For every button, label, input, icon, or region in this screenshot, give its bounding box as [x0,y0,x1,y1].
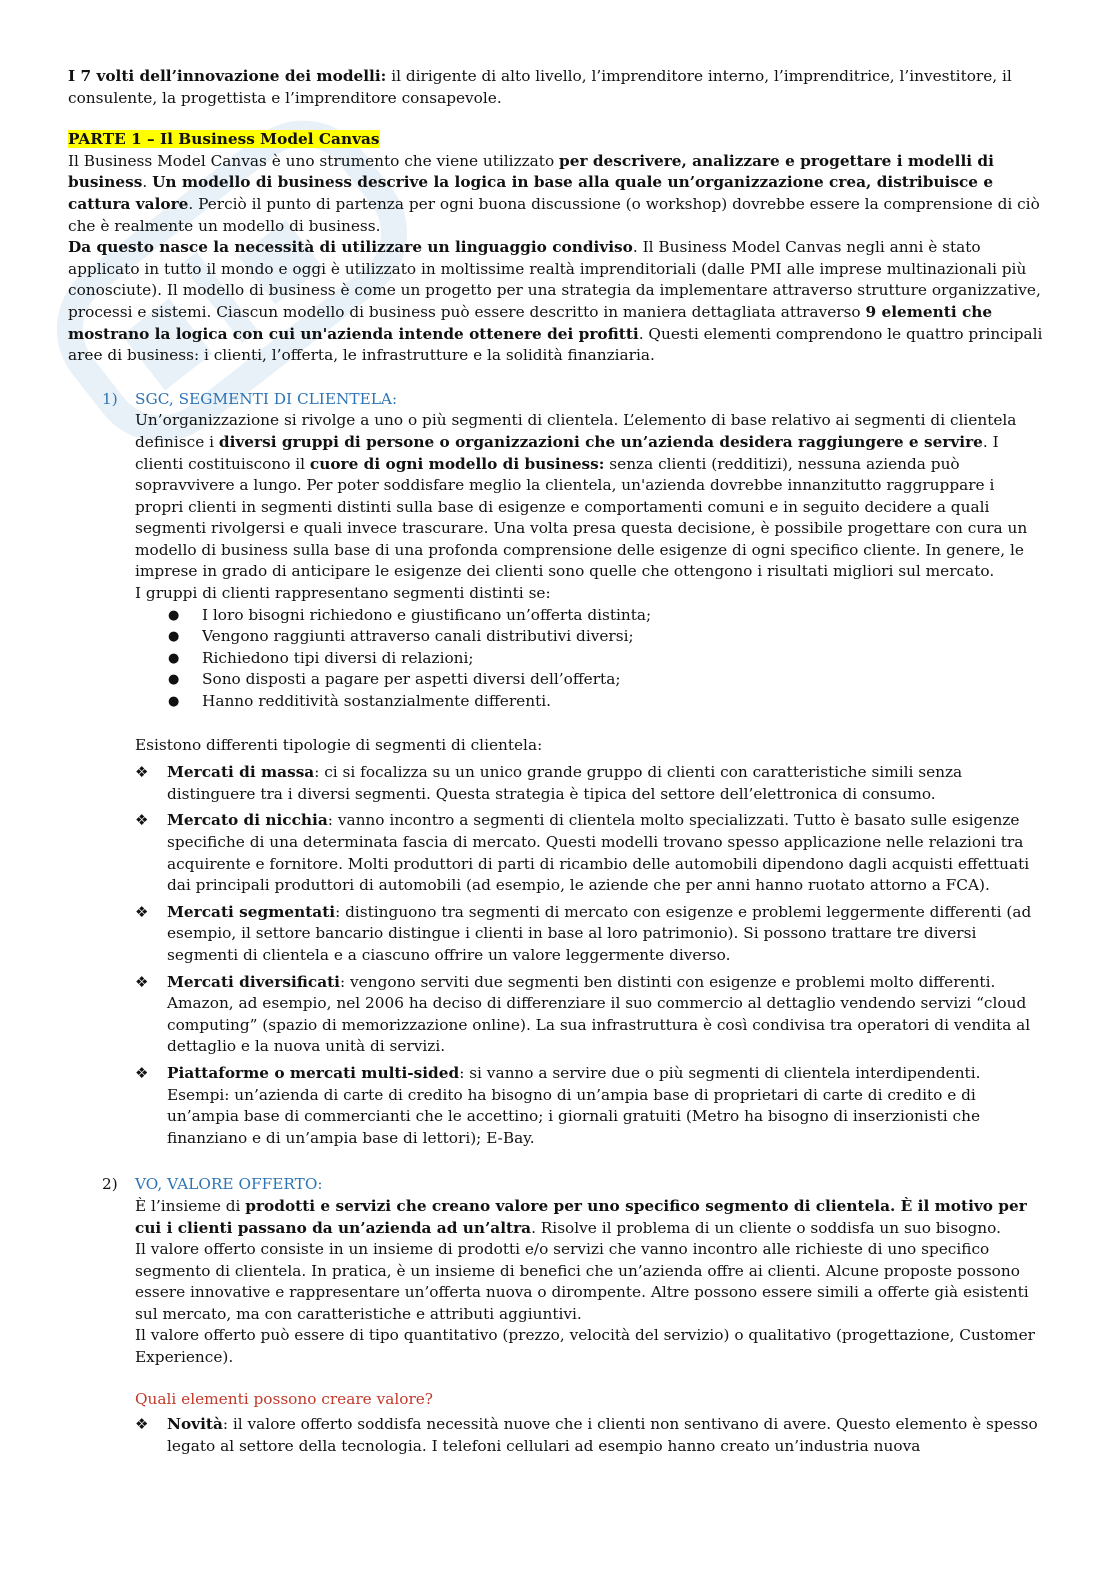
list-item: ❖ Novità: il valore offerto soddisfa necessità nuove che i clienti non sentivano di avere. Questo elemento è spesso legato al settore della tecnologia. I telefoni cellulari ad esempio hanno creato un’industria nuova [135,1415,1038,1455]
section-1-title [102,389,1044,411]
section-2-paragraph-1: È l’insieme di prodotti e servizi che creano valore per uno specifico segmento di clientela. È il motivo per cui i clienti passano da un’azienda ad un’altra. Risolve il problema di un cliente o soddisfa un suo bisogno. [135,1196,1027,1237]
section-1-groups-intro: I gruppi di clienti rappresentano segmenti distinti se: [135,584,551,603]
section-2-paragraph-2: Il valore offerto consiste in un insieme di prodotti e/o servizi che vanno incontro alle richieste di uno specifico segmento di clientela. In pratica, è un insieme di benefici che un’azienda offre ai clienti. Alcune proposte possono essere innovative e rappresentare un’offerta nuova o dirompente. Altre possono essere simili a offerte già esistenti sul mercato, ma con caratteristiche e attributi aggiuntivi. [135,1240,1029,1323]
section-1-types-intro: Esistono differenti tipologie di segmenti di clientela: [135,735,543,754]
four-diamond-bullet-icon: ❖ [135,763,149,782]
segment-criteria-list [68,605,1044,713]
section-1-number: 1) [102,389,118,408]
part1-heading: PARTE 1 – Il Business Model Canvas [68,130,380,149]
section-1-label: SGC, SEGMENTI DI CLIENTELA: [135,389,398,408]
section-2-label: VO, VALORE OFFERTO: [135,1175,323,1194]
part1-paragraph-1: Il Business Model Canvas è uno strumento che viene utilizzato per descrivere, analizzare e progettare i modelli di business. Un modello di business descrive la logica in base alla quale un’organizzazione crea, distribuisce e cattura valore. Perciò il punto di partenza per ogni buona discussione (o workshop) dovrebbe essere la comprensione di ciò che è realmente un modello di business. [68,151,1040,235]
four-diamond-bullet-icon: ❖ [135,902,149,921]
value-elements-list [68,1414,1044,1457]
four-diamond-bullet-icon: ❖ [135,972,149,991]
segment-types-list [68,762,1044,1149]
value-question: Quali elementi possono creare valore? [135,1389,434,1408]
list-item: ● Hanno redditività sostanzialmente differenti. [168,691,1044,713]
list-item: ● Vengono raggiunti attraverso canali distributivi diversi; [168,626,1044,648]
section-2-title [102,1174,1044,1196]
section-2-number: 2) [102,1175,118,1194]
list-item: ❖ Mercato di nicchia: vanno incontro a segmenti di clientela molto specializzati. Tutto è basato sulle esigenze specifiche di una determinata fascia di mercato. Questi modelli trovano spesso applicazione nelle relazioni tra acquirente e fornitore. Molti produttori di parti di ricambio delle automobili dipendono dagli acquisti effettuati dai principali produttori di automobili (ad esempio, le aziende che per anni hanno ruotato attorno a FCA). [135,811,1030,895]
list-item: ❖ Mercati segmentati: distinguono tra segmenti di mercato con esigenze e problemi leggermente differenti (ad esempio, il settore bancario distingue i clienti in base al loro patrimonio). Si possono trattare tre diversi segmenti di clientela e a ciascuno offrire un valore leggermente diverso. [135,902,1032,964]
intro-paragraph: I 7 volti dell’innovazione dei modelli: il dirigente di alto livello, l’imprenditore interno, l’imprenditrice, l’investitore, il consulente, la progettista e l’imprenditore consapevole. [68,67,1012,107]
list-item: ❖ Piattaforme o mercati multi-sided: si vanno a servire due o più segmenti di clientela interdipendenti. Esempi: un’azienda di carte di credito ha bisogno di un’ampia base di proprietari di carte di credito e di un’ampia base di commercianti che le accettino; i giornali gratuiti (Metro ha bisogno di inserzionisti che finanziano e di un’ampia base di lettori); E-Bay. [135,1063,981,1147]
part1-paragraph-2: Da questo nasce la necessità di utilizzare un linguaggio condiviso. Il Business Model Canvas negli anni è stato applicato in tutto il mondo e oggi è utilizzato in moltissime realtà imprenditoriali (dalle PMI alle imprese multinazionali più conosciute). Il modello di business è come un progetto per una strategia da implementare attraverso strutture organizzative, processi e sistemi. Ciascun modello di business può essere descritto in maniera dettagliata attraverso 9 elementi che mostrano la logica con cui un'azienda intende ottenere dei profitti. Questi elementi comprendono le quattro principali aree di business: i clienti, l’offerta, le infrastrutture e la solidità finanziaria. [68,238,1043,365]
four-diamond-bullet-icon: ❖ [135,1415,149,1434]
list-item: ● I loro bisogni richiedono e giustificano un’offerta distinta; [168,605,1044,627]
section-1-paragraph: Un’organizzazione si rivolge a uno o più segmenti di clientela. L’elemento di base relativo ai segmenti di clientela definisce i diversi gruppi di persone o organizzazioni che un’azienda desidera raggiungere e servire. I clienti costituiscono il cuore di ogni modello di business: senza clienti (redditizi), nessuna azienda può sopravvivere a lungo. Per poter soddisfare meglio la clientela, un'azienda dovrebbe innanzitutto raggruppare i propri clienti in segmenti distinti sulla base di esigenze e comportamenti comuni e in seguito decidere a quali segmenti rivolgersi e quali invece trascurare. Una volta presa questa decisione, è possibile progettare con cura un modello di business sulla base di una profonda comprensione delle esigenze di ogni specifico cliente. In genere, le imprese in grado di anticipare le esigenze dei clienti sono quelle che ottengono i risultati migliori sul mercato. [135,411,1028,581]
list-item: ● Richiedono tipi diversi di relazioni; [168,648,1044,670]
four-diamond-bullet-icon: ❖ [135,811,149,830]
list-item: ● Sono disposti a pagare per aspetti diversi dell’offerta; [168,669,1044,691]
section-2-paragraph-3: Il valore offerto può essere di tipo quantitativo (prezzo, velocità del servizio) o qualitativo (progettazione, Customer Experience). [135,1326,1035,1367]
list-item: ❖ Mercati di massa: ci si focalizza su un unico grande gruppo di clienti con caratteristiche simili senza distinguere tra i diversi segmenti. Questa strategia è tipica del settore dell’elettronica di consumo. [135,763,963,803]
list-item: ❖ Mercati diversificati: vengono serviti due segmenti ben distinti con esigenze e problemi molto differenti. Amazon, ad esempio, nel 2006 ha deciso di differenziare il suo commercio al dettaglio vendendo servizi “cloud computing” (spazio di memorizzazione online). La sua infrastruttura è così condivisa tra operatori di vendita al dettaglio e la nuova unità di servizi. [135,972,1031,1056]
document-body [68,66,1044,1462]
four-diamond-bullet-icon: ❖ [135,1063,149,1082]
